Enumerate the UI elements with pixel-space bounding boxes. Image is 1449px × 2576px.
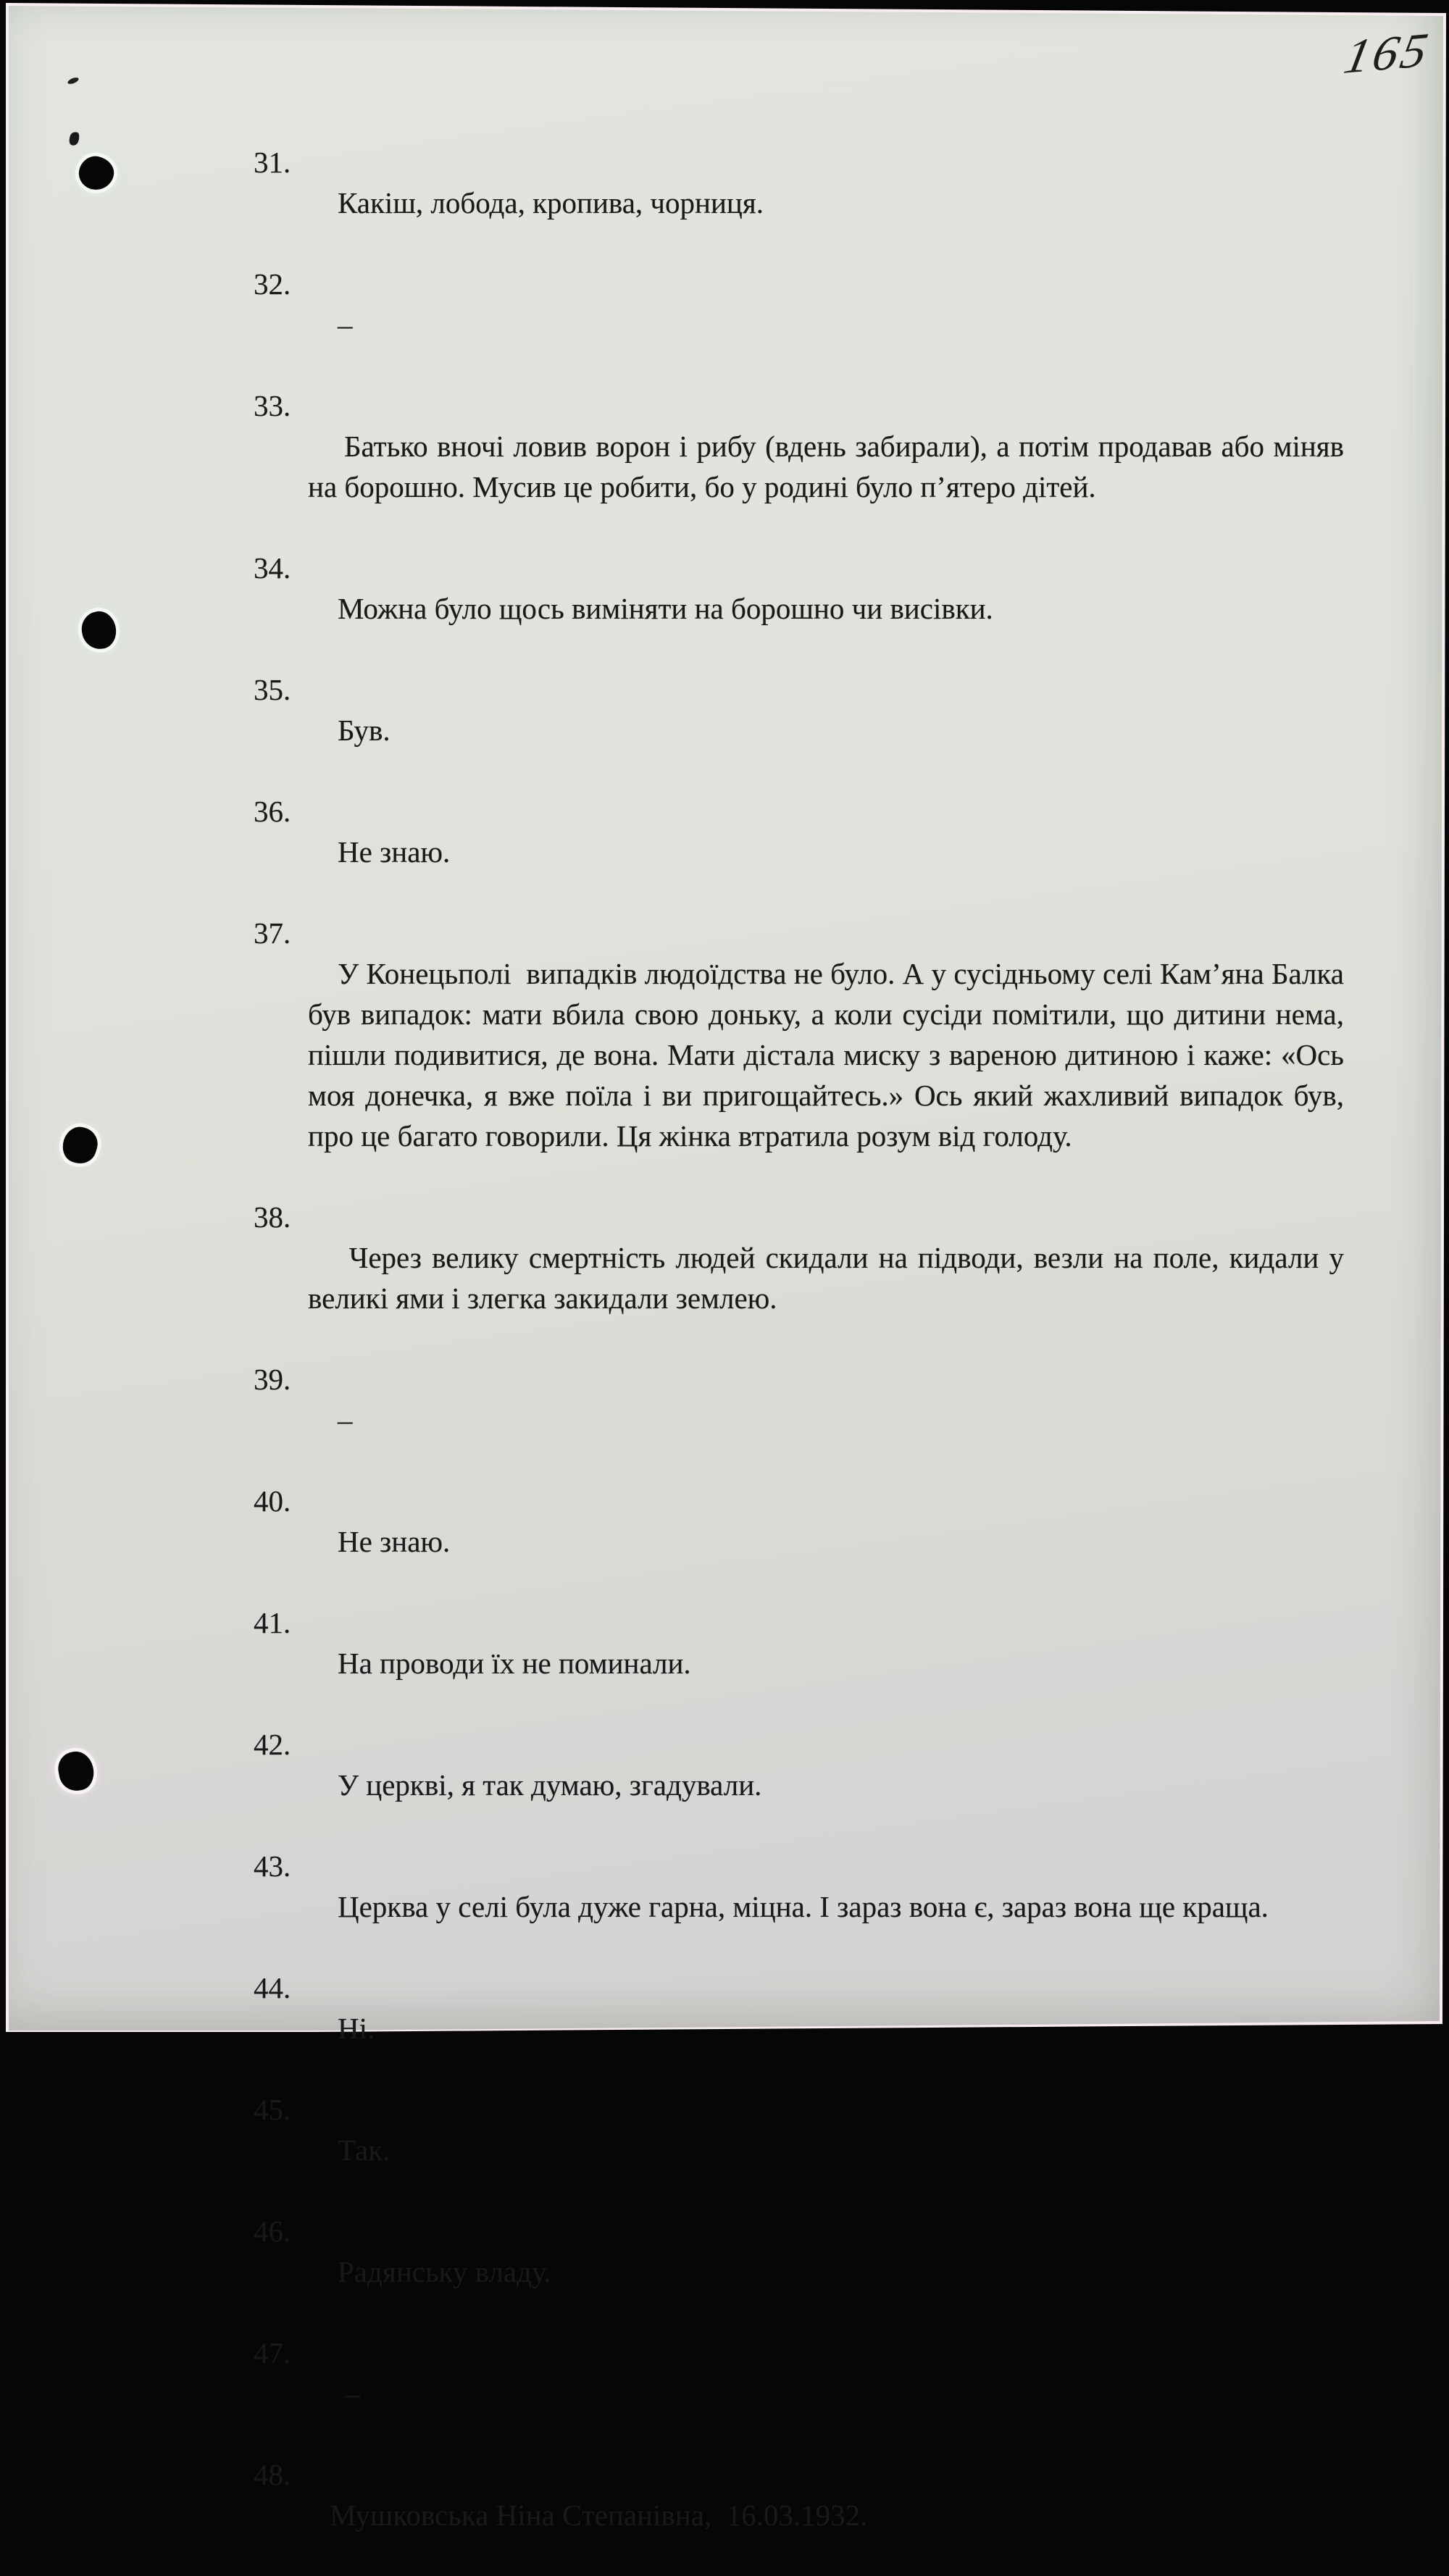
item-number: 43. bbox=[254, 1849, 291, 1883]
list-item bbox=[254, 548, 1344, 669]
item-number: 32. bbox=[254, 267, 291, 301]
list-item bbox=[254, 1602, 1344, 1724]
list-item bbox=[254, 1846, 1344, 1967]
list-item bbox=[254, 2089, 1344, 2211]
item-text: На проводи їх не поминали. bbox=[338, 1647, 691, 1680]
item-text: Ні. bbox=[338, 2012, 375, 2045]
list-item bbox=[254, 2333, 1344, 2454]
list-item bbox=[254, 385, 1352, 548]
item-number: 47. bbox=[254, 2336, 291, 2370]
list-item bbox=[254, 1359, 1344, 1481]
item-text: У Конецьполі випадків людоїдства не було. А у сусідньому селі Кам’яна Балка був випадок: мати вбила свою доньку, а коли сусіди помітили, що дитини нема, пішли подивитися, де вона. Мати дістала миску з вареною дитиною і каже: «Ось моя донечка, я вже поїла і ви пригощайтесь.» Ось який жахливий випадок був, про це багато говорили. Ця жінка втратила розум від голоду. bbox=[308, 957, 1352, 1153]
item-text: – bbox=[338, 308, 353, 341]
item-text: – bbox=[338, 2377, 360, 2410]
item-text: У церкві, я так думаю, згадували. bbox=[338, 1768, 762, 1802]
item-number: 37. bbox=[254, 916, 291, 950]
item-number: 48. bbox=[254, 2458, 291, 2491]
item-text: – bbox=[338, 1403, 353, 1437]
item-number: 35. bbox=[254, 673, 291, 706]
list-item-signature bbox=[254, 2454, 1344, 2576]
item-number: 46. bbox=[254, 2215, 291, 2248]
list-item bbox=[254, 1481, 1344, 1602]
item-number: 34. bbox=[254, 551, 291, 585]
item-text: Какіш, лобода, кропива, чорниця. bbox=[338, 186, 764, 219]
list-item bbox=[254, 1197, 1352, 1359]
item-text: Мушковська Ніна Степанівна, 16.03.1932. bbox=[330, 2498, 868, 2532]
list-item bbox=[254, 791, 1344, 913]
item-number: 36. bbox=[254, 795, 291, 828]
item-number: 44. bbox=[254, 1971, 291, 2004]
item-text: Так. bbox=[338, 2133, 391, 2167]
item-number: 41. bbox=[254, 1606, 291, 1639]
item-number: 45. bbox=[254, 2093, 291, 2126]
item-number: 31. bbox=[254, 146, 291, 179]
item-text: Був. bbox=[338, 714, 391, 747]
item-text: Батько вночі ловив ворон і рибу (вдень забирали), а потім продавав або міняв на борошно. Мусив це робити, бо у родині було п’ятеро дітей. bbox=[308, 430, 1352, 503]
list-item bbox=[254, 669, 1344, 791]
item-text: Церква у селі була дуже гарна, міцна. І зараз вона є, зараз вона ще краща. bbox=[338, 1890, 1269, 1923]
item-number: 42. bbox=[254, 1728, 291, 1761]
list-item bbox=[254, 1967, 1344, 2089]
list-item bbox=[254, 264, 1344, 385]
item-text: Не знаю. bbox=[338, 835, 451, 869]
list-item bbox=[254, 913, 1352, 1197]
handwritten-page-number: 165 bbox=[1340, 22, 1435, 84]
item-text: Радянську владу. bbox=[338, 2255, 551, 2288]
item-number: 39. bbox=[254, 1363, 291, 1396]
item-text: Через велику смертність людей скидали на підводи, везли на поле, кидали у великі ями і злегка закидали землею. bbox=[308, 1241, 1352, 1315]
list-item bbox=[254, 1724, 1344, 1846]
item-text: Не знаю. bbox=[338, 1525, 451, 1558]
item-number: 33. bbox=[254, 389, 291, 422]
item-number: 40. bbox=[254, 1484, 291, 1518]
list-item bbox=[254, 2211, 1344, 2333]
item-number: 38. bbox=[254, 1200, 291, 1234]
answer-list bbox=[254, 142, 1352, 2576]
item-text: Можна було щось виміняти на борошно чи висівки. bbox=[338, 592, 993, 625]
list-item bbox=[254, 142, 1344, 264]
